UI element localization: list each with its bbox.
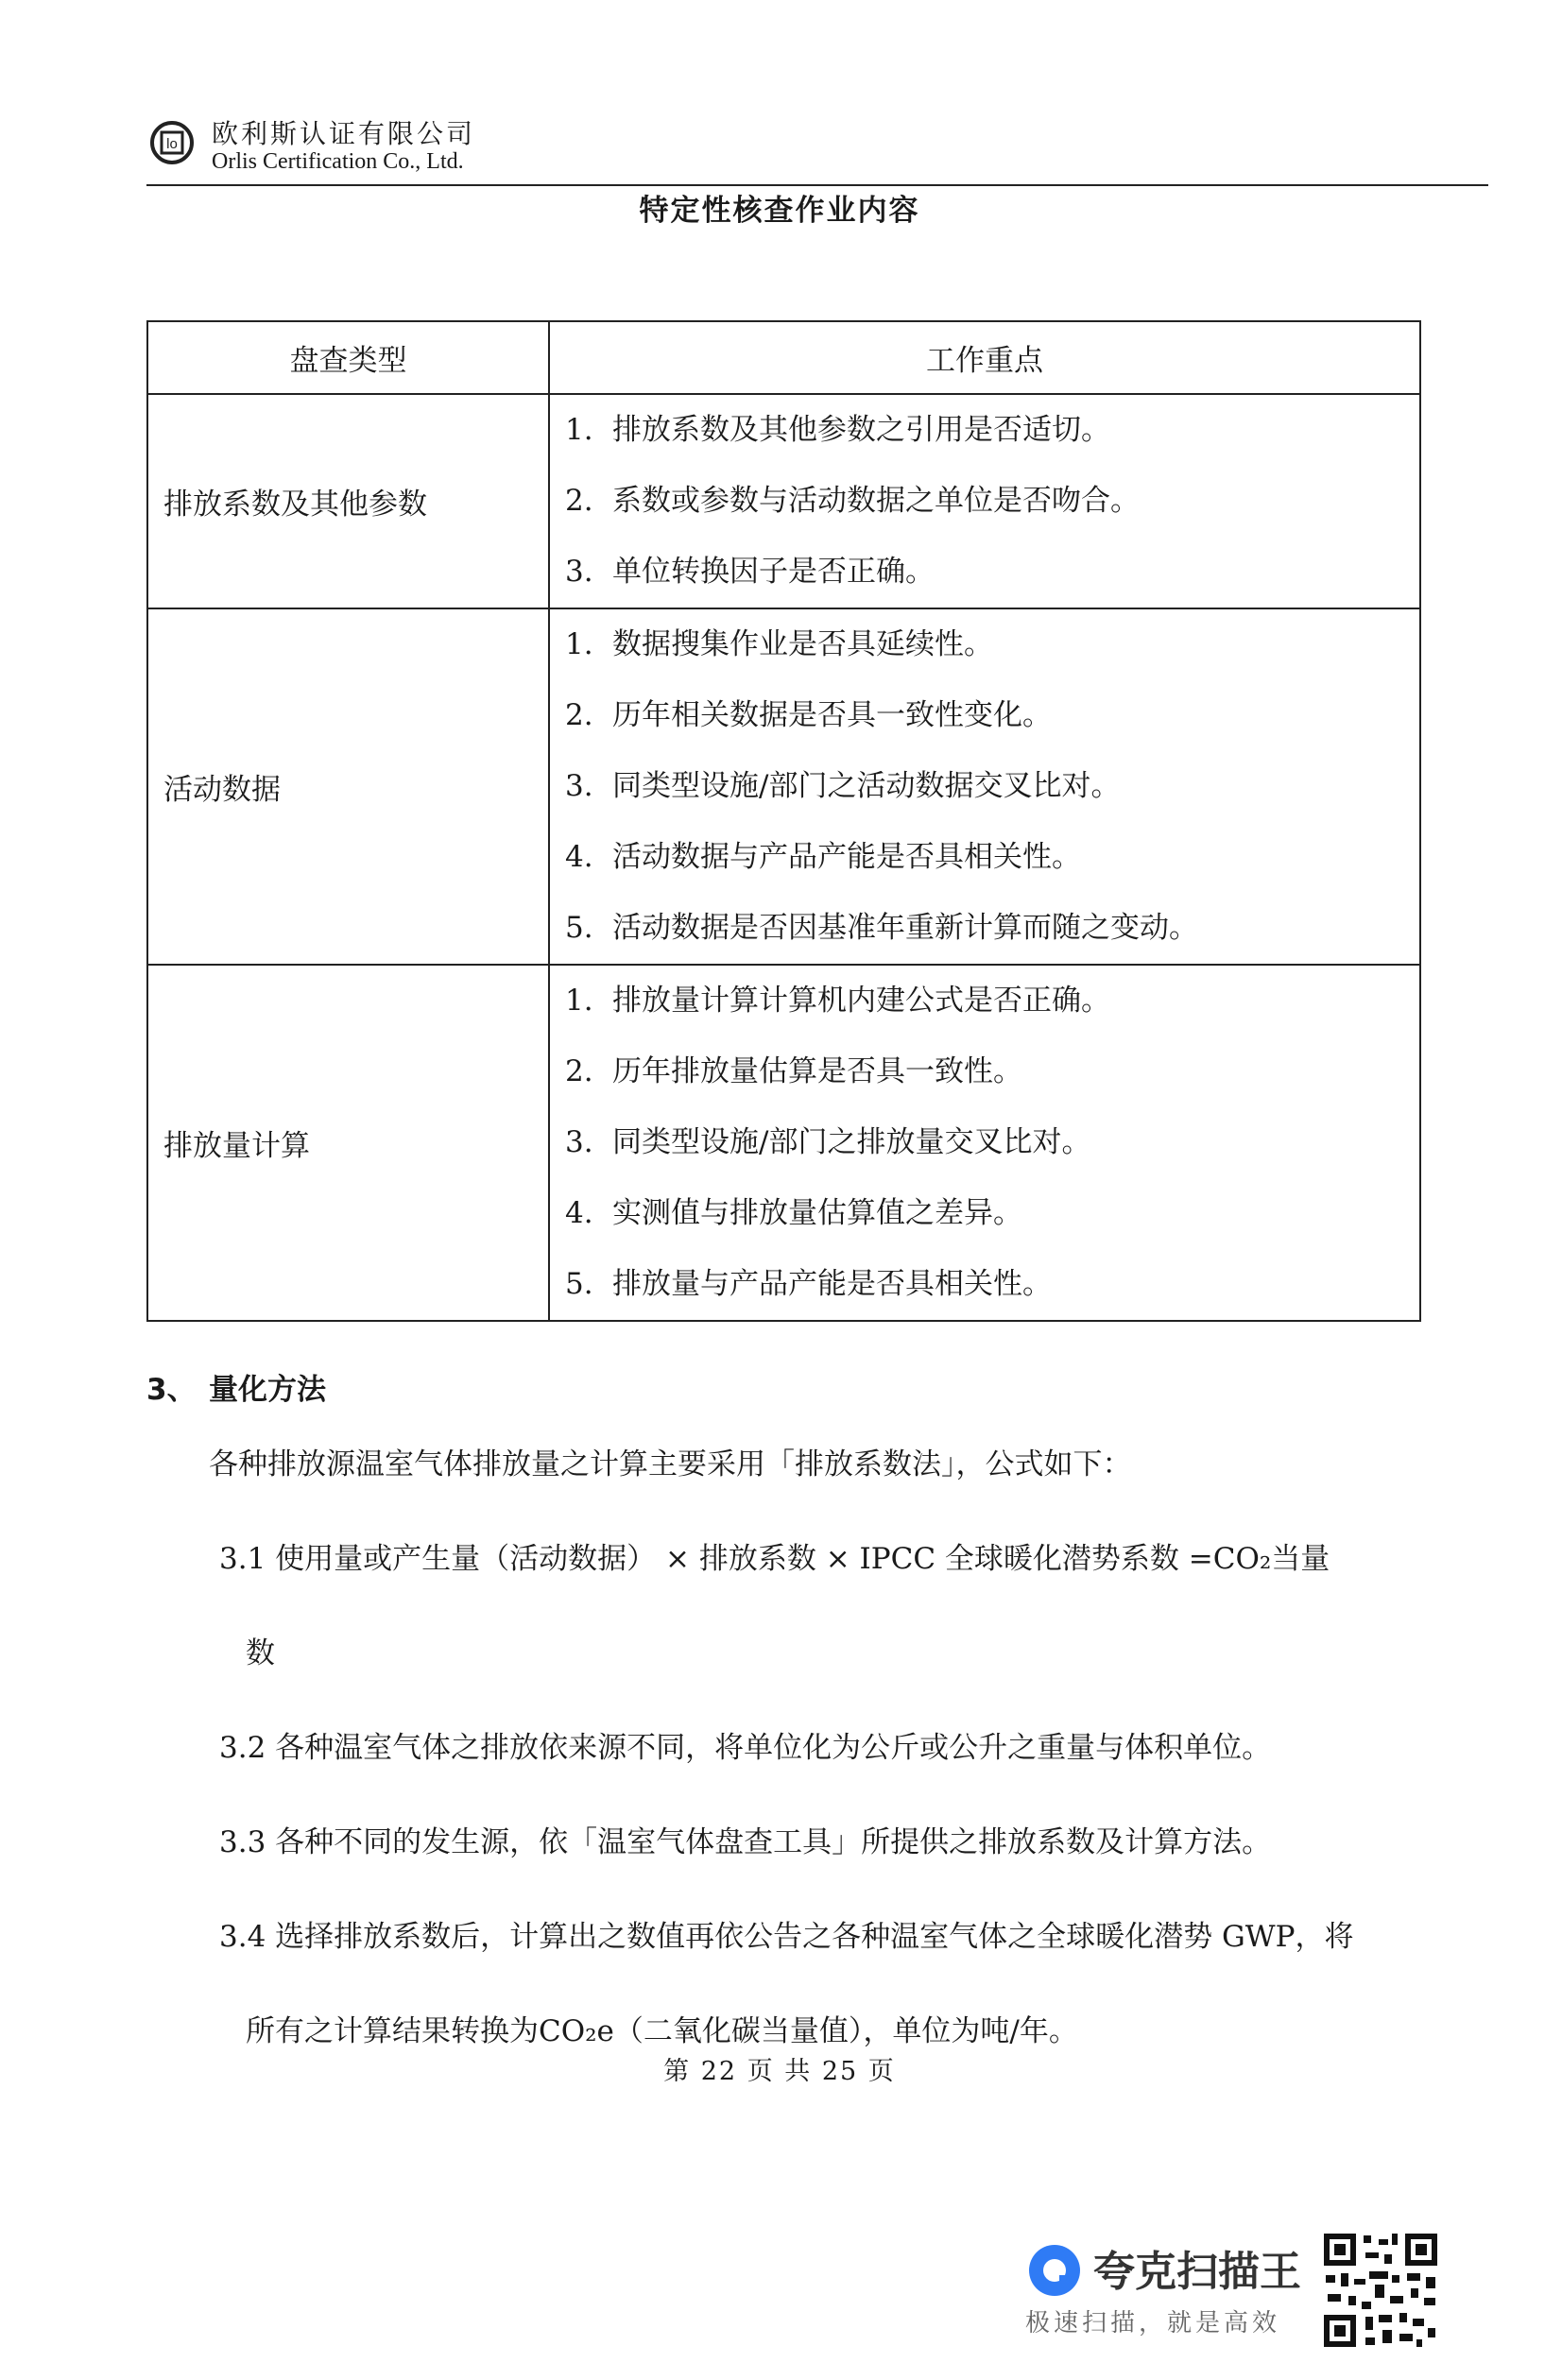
company-name-en: Orlis Certification Co., Ltd. xyxy=(212,149,464,174)
list-item: 2. 历年相关数据是否具一致性变化。 xyxy=(565,698,1052,732)
item-3-3: 3.3 各种不同的发生源，依「温室气体盘查工具」所提供之排放系数及计算方法。 xyxy=(219,1825,1272,1859)
list-item: 1. 排放量计算计算机内建公式是否正确。 xyxy=(565,984,1110,1018)
page-title: 特定性核查作业内容 xyxy=(639,194,920,228)
section-heading xyxy=(146,1365,326,1408)
section-intro: 各种排放源温室气体排放量之计算主要采用「排放系数法」，公式如下： xyxy=(209,1447,1132,1481)
list-item: 3. 同类型设施/部门之活动数据交叉比对。 xyxy=(565,769,1121,803)
item-3-1-line-1: 3.1 使用量或产生量（活动数据） × 排放系数 × IPCC 全球暖化潜势系数 =CO₂当量 xyxy=(219,1542,1330,1576)
list-item: 1. 排放系数及其他参数之引用是否适切。 xyxy=(565,413,1110,447)
item-3-1-line-2: 数 xyxy=(246,1636,275,1670)
work-focus-cell xyxy=(549,608,1420,965)
item-3-4-line-2: 所有之计算结果转换为CO₂e（二氧化碳当量值），单位为吨/年。 xyxy=(246,2014,1078,2048)
table-row xyxy=(147,608,1420,965)
page-header xyxy=(146,111,1488,187)
company-logo-icon xyxy=(148,119,196,166)
item-3-4-line-1: 3.4 选择排放系数后，计算出之数值再依公告之各种温室气体之全球暖化潜势 GWP，将 xyxy=(219,1920,1354,1954)
inventory-type-cell: 活动数据 xyxy=(147,608,549,965)
section-title: 量化方法 xyxy=(209,1373,326,1407)
scanner-slogan: 极速扫描，就是高效 xyxy=(1025,2309,1281,2337)
column-header-type: 盘查类型 xyxy=(147,321,549,394)
work-focus-cell xyxy=(549,965,1420,1321)
qr-code-icon xyxy=(1320,2230,1441,2351)
verification-table xyxy=(146,320,1421,1322)
list-item: 4. 活动数据与产品产能是否具相关性。 xyxy=(565,840,1081,874)
table-row xyxy=(147,394,1420,608)
item-3-2: 3.2 各种温室气体之排放依来源不同，将单位化为公斤或公升之重量与体积单位。 xyxy=(219,1731,1272,1765)
section-number: 3、 xyxy=(146,1373,197,1407)
inventory-type-cell: 排放系数及其他参数 xyxy=(147,394,549,608)
list-item: 3. 单位转换因子是否正确。 xyxy=(565,555,935,589)
list-item: 4. 实测值与排放量估算值之差异。 xyxy=(565,1196,1022,1230)
table-header-row xyxy=(147,321,1420,394)
work-focus-cell xyxy=(549,394,1420,608)
inventory-type-cell: 排放量计算 xyxy=(147,965,549,1321)
scanner-app-name: 夸克扫描王 xyxy=(1093,2248,1301,2296)
list-item: 2. 系数或参数与活动数据之单位是否吻合。 xyxy=(565,484,1140,518)
list-item: 5. 排放量与产品产能是否具相关性。 xyxy=(565,1267,1052,1301)
svg-text:lo: lo xyxy=(166,136,178,152)
company-name-cn: 欧利斯认证有限公司 xyxy=(212,118,476,149)
page-number: 第 22 页 共 25 页 xyxy=(663,2057,896,2086)
list-item: 1. 数据搜集作业是否具延续性。 xyxy=(565,627,993,661)
list-item: 2. 历年排放量估算是否具一致性。 xyxy=(565,1054,1022,1088)
column-header-focus: 工作重点 xyxy=(549,321,1420,394)
table-row xyxy=(147,965,1420,1321)
list-item: 5. 活动数据是否因基准年重新计算而随之变动。 xyxy=(565,911,1198,945)
list-item: 3. 同类型设施/部门之排放量交叉比对。 xyxy=(565,1125,1091,1159)
scanner-logo-icon xyxy=(1025,2241,1084,2300)
